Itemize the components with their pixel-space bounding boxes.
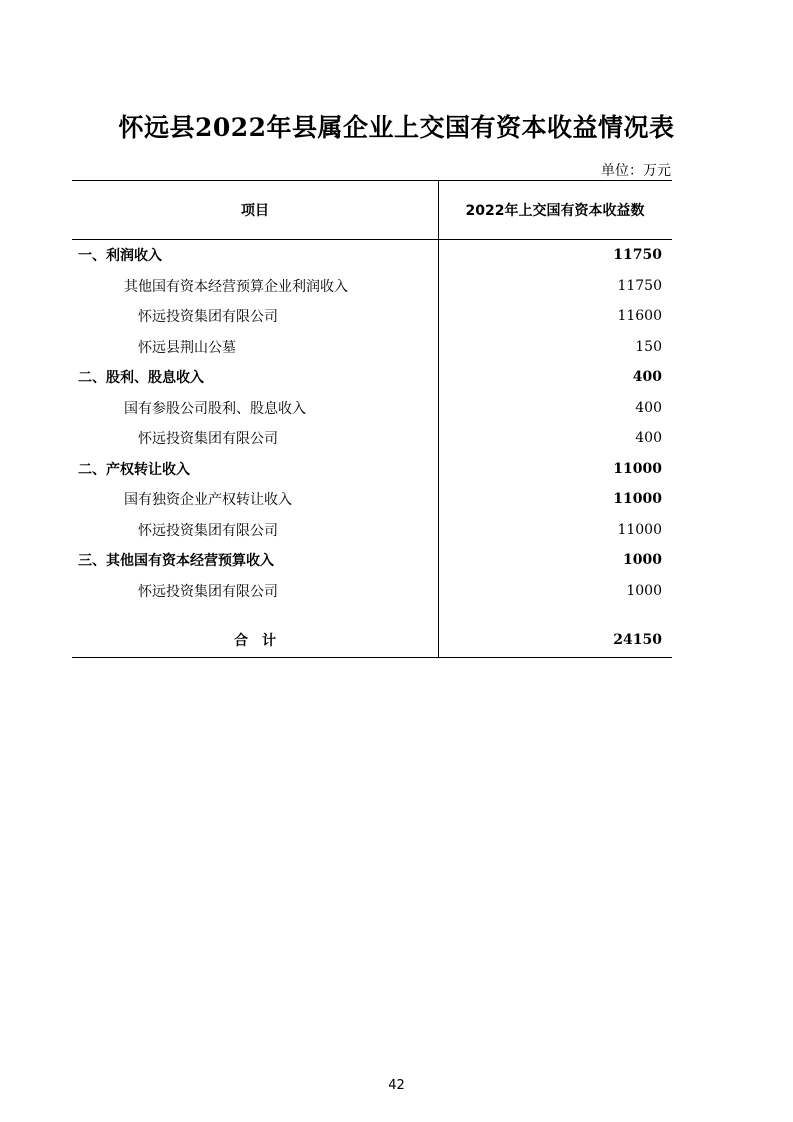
table-row	[72, 301, 672, 332]
row-value: 11000	[613, 491, 662, 508]
row-value: 11750	[617, 277, 662, 294]
table-row	[72, 332, 672, 363]
page-title: 怀远县2022年县属企业上交国有资本收益情况表	[118, 113, 675, 142]
unit-label: 单位：万元	[601, 163, 671, 179]
row-label: 三、其他国有资本经营预算收入	[78, 553, 274, 570]
table-row	[72, 240, 672, 271]
row-value: 11750	[613, 247, 662, 264]
total-row	[72, 623, 672, 657]
row-label: 怀远投资集团有限公司	[138, 431, 278, 448]
row-value: 11000	[617, 521, 662, 538]
table-row	[72, 393, 672, 424]
row-label: 国有参股公司股利、股息收入	[124, 400, 306, 417]
row-label: 怀远县荆山公墓	[138, 339, 236, 356]
table-row	[72, 454, 672, 485]
row-value: 150	[635, 338, 662, 355]
row-label: 怀远投资集团有限公司	[138, 522, 278, 539]
table-row	[72, 484, 672, 515]
page-number: 42	[388, 1078, 405, 1093]
table-row	[72, 423, 672, 454]
row-label: 一、利润收入	[78, 248, 162, 265]
revenue-table	[72, 180, 672, 658]
table-header	[72, 181, 672, 240]
row-label: 怀远投资集团有限公司	[138, 583, 278, 600]
total-value: 24150	[613, 632, 662, 648]
row-label: 二、产权转让收入	[78, 461, 190, 478]
row-value: 400	[635, 430, 662, 447]
header-amount: 2022年上交国有资本收益数	[465, 203, 645, 219]
row-value: 400	[632, 369, 662, 386]
table-row	[72, 545, 672, 576]
table-row	[72, 362, 672, 393]
total-label: 合 计	[234, 633, 276, 649]
column-divider	[438, 181, 439, 657]
table-row	[72, 576, 672, 607]
row-value: 1000	[623, 552, 662, 569]
row-value: 11000	[613, 460, 662, 477]
row-value: 400	[635, 399, 662, 416]
empty-row	[72, 606, 672, 623]
row-label: 二、股利、股息收入	[78, 370, 204, 387]
row-value: 1000	[626, 582, 662, 599]
row-value: 11600	[617, 308, 662, 325]
row-label: 其他国有资本经营预算企业利润收入	[124, 278, 348, 295]
table-row	[72, 515, 672, 546]
header-item: 项目	[241, 203, 269, 219]
row-label: 国有独资企业产权转让收入	[124, 492, 292, 509]
row-label: 怀远投资集团有限公司	[138, 309, 278, 326]
table-row	[72, 271, 672, 302]
